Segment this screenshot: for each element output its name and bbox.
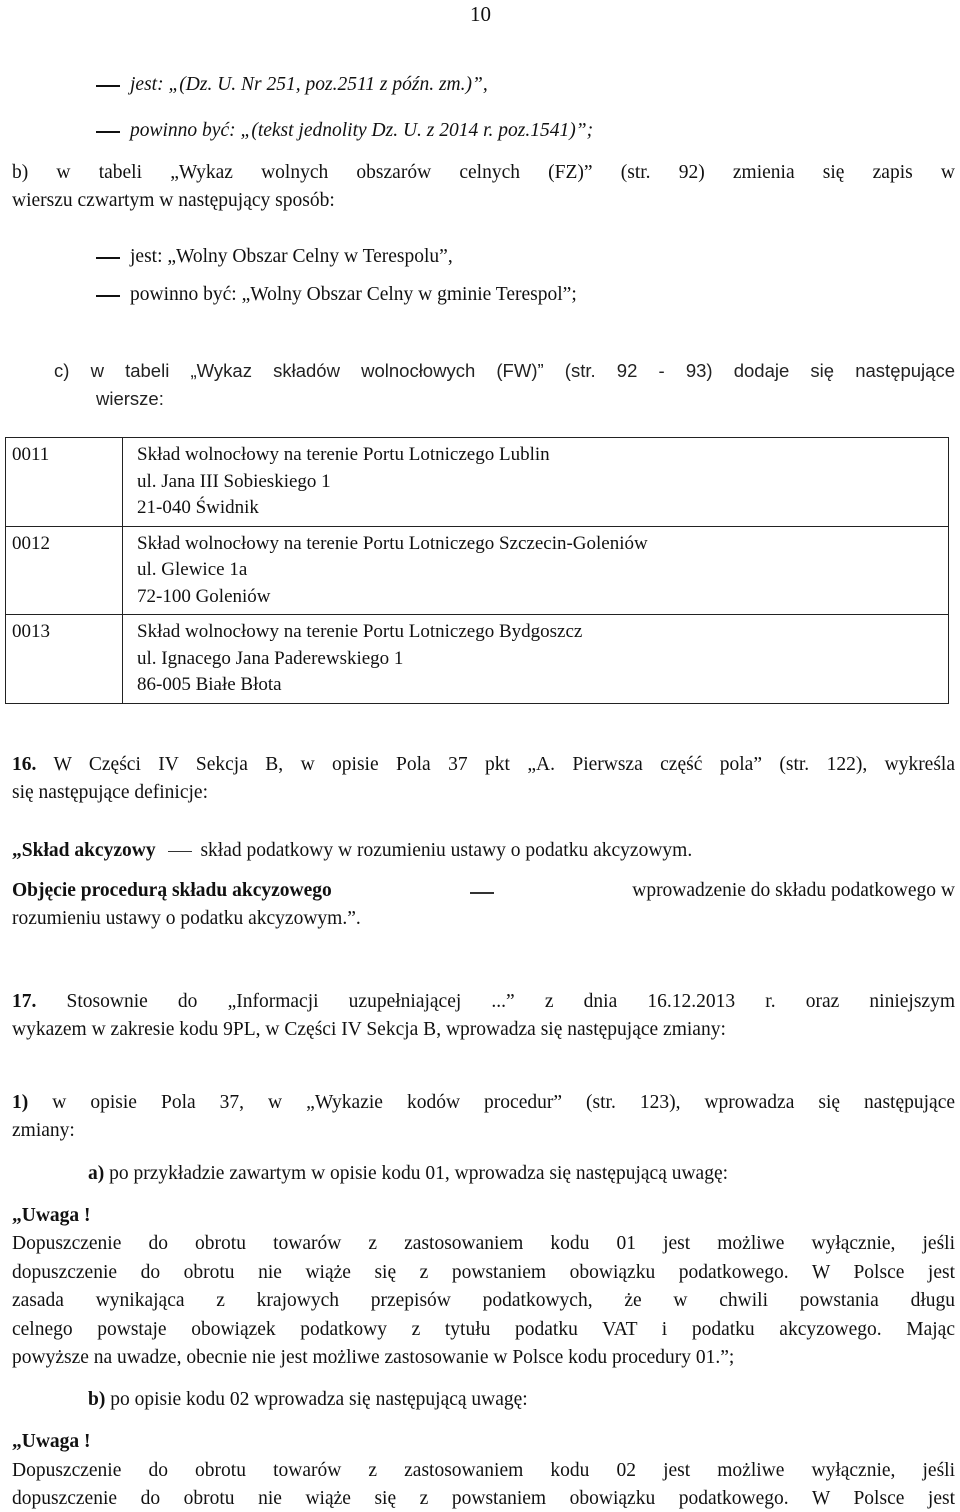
definition-1-term: „Skład akcyzowy bbox=[12, 840, 156, 861]
note1-last-line: powyższe na uwadze, obecnie nie jest możliwe zastosowanie w Polsce kodu procedury 01.”; bbox=[12, 1347, 735, 1368]
table-line: ul. Glewice 1a bbox=[137, 559, 248, 580]
section17-line2: wykazem w zakresie kodu 9PL, w Części IV Sekcja B, wprowadza się następujące zmiany: bbox=[12, 1019, 726, 1040]
note1-line: zasada wynikająca z krajowych przepisów podatkowych, że w chwili powstania długu bbox=[12, 1290, 955, 1311]
note2-line: Dopuszczenie do obrotu towarów z zastosowaniem kodu 02 jest możliwe wyłącznie, jeśli bbox=[12, 1460, 955, 1481]
section16-line1-text: W Części IV Sekcja B, w opisie Pola 37 pkt „A. Pierwsza część pola” (str. 122), wykreśla bbox=[53, 754, 955, 775]
table-cell-desc bbox=[123, 615, 949, 704]
item-a-jest bbox=[96, 74, 488, 96]
table-cell-desc bbox=[123, 438, 949, 527]
section16-line1 bbox=[12, 754, 955, 776]
table-line: Skład wolnocłowy na terenie Portu Lotniczego Szczecin-Goleniów bbox=[137, 532, 648, 554]
note1-line: dopuszczenie do obrotu nie wiąże się z powstaniem obowiązku podatkowego. W Polsce jest bbox=[12, 1262, 955, 1283]
note2-line: dopuszczenie do obrotu nie wiąże się z powstaniem obowiązku podatkowego. W Polsce jest bbox=[12, 1488, 955, 1509]
item-b-line1: b) w tabeli „Wykaz wolnych obszarów celnych (FZ)” (str. 92) zmienia się zapis w bbox=[12, 162, 955, 183]
table-line: 86-005 Białe Błota bbox=[137, 674, 282, 695]
item-c-line1: c) w tabeli „Wykaz składów wolnocłowych (FW)” (str. 92 - 93) dodaje się następujące bbox=[54, 360, 955, 381]
definition-2-text: wprowadzenie do składu podatkowego w bbox=[632, 880, 955, 901]
dash-marker bbox=[96, 257, 120, 259]
section17-line1-text: Stosownie do „Informacji uzupełniającej ...” z dnia 16.12.2013 r. oraz niniejszym bbox=[66, 991, 956, 1012]
subpoint-b bbox=[88, 1389, 528, 1411]
note1-line: Dopuszczenie do obrotu towarów z zastosowaniem kodu 01 jest możliwe wyłącznie, jeśli bbox=[12, 1233, 955, 1254]
item-c-line2: wiersze: bbox=[96, 388, 164, 409]
table-line: Skład wolnocłowy na terenie Portu Lotniczego Lublin bbox=[137, 444, 550, 465]
table-line: 21-040 Świdnik bbox=[137, 497, 259, 518]
point1-line1-text: w opisie Pola 37, w „Wykazie kodów procedur” (str. 123), wprowadza się następujące bbox=[52, 1092, 956, 1113]
table-line: Skład wolnocłowy na terenie Portu Lotniczego Bydgoszcz bbox=[137, 621, 583, 642]
item-b-line2: wierszu czwartym w następujący sposób: bbox=[12, 190, 335, 211]
free-zone-table bbox=[5, 437, 949, 704]
table-cell-desc bbox=[123, 526, 949, 615]
dash-marker bbox=[96, 131, 120, 133]
point1-line2: zmiany: bbox=[12, 1120, 75, 1141]
section17-line1 bbox=[12, 991, 955, 1013]
subpoint-a-label: a) bbox=[88, 1163, 105, 1184]
item-a-powinno bbox=[96, 120, 593, 142]
item-b-powinno-text: powinno być: „Wolny Obszar Celny w gminie Terespol”; bbox=[130, 284, 577, 305]
point1-line1 bbox=[12, 1092, 955, 1114]
table-cell-code: 0012 bbox=[6, 526, 123, 615]
table-line: ul. Ignacego Jana Paderewskiego 1 bbox=[137, 647, 404, 669]
table-row bbox=[6, 438, 949, 527]
dash-marker bbox=[96, 295, 120, 297]
table-cell-code: 0013 bbox=[6, 615, 123, 704]
dash-marker bbox=[168, 851, 192, 853]
table-line: ul. Jana III Sobieskiego 1 bbox=[137, 470, 331, 492]
dash-marker bbox=[470, 892, 494, 894]
definition-2 bbox=[12, 880, 955, 902]
definition-2-term: Objęcie procedurą składu akcyzowego bbox=[12, 880, 332, 901]
definition-1 bbox=[12, 840, 692, 862]
subpoint-a bbox=[88, 1163, 728, 1185]
item-a-powinno-text: powinno być: „(tekst jednolity Dz. U. z 2014 r. poz.1541)”; bbox=[130, 120, 594, 141]
item-b-jest bbox=[96, 246, 453, 268]
note1-line: celnego powstaje obowiązek podatkowy z tytułu podatku VAT i podatku akcyzowego. Mając bbox=[12, 1319, 955, 1340]
dash-marker bbox=[96, 85, 120, 87]
section16-number: 16. bbox=[12, 754, 37, 775]
uwaga-heading-1: „Uwaga ! bbox=[12, 1205, 91, 1226]
page-number: 10 bbox=[470, 2, 491, 26]
point1-number: 1) bbox=[12, 1092, 29, 1113]
subpoint-b-label: b) bbox=[88, 1389, 106, 1410]
section16-line2: się następujące definicje: bbox=[12, 782, 208, 803]
section17-number: 17. bbox=[12, 991, 37, 1012]
table-line: 72-100 Goleniów bbox=[137, 585, 271, 607]
item-b-powinno bbox=[96, 284, 577, 306]
item-b-jest-text: jest: „Wolny Obszar Celny w Terespolu”, bbox=[130, 246, 453, 267]
uwaga-heading-2: „Uwaga ! bbox=[12, 1431, 91, 1452]
subpoint-a-text: po przykładzie zawartym w opisie kodu 01, wprowadza się następującą uwagę: bbox=[109, 1163, 729, 1184]
item-a-jest-text: jest: „(Dz. U. Nr 251, poz.2511 z późn. zm.)”, bbox=[130, 74, 488, 95]
definition-2-line2: rozumieniu ustawy o podatku akcyzowym.”. bbox=[12, 908, 361, 929]
subpoint-b-text: po opisie kodu 02 wprowadza się następującą uwagę: bbox=[110, 1389, 528, 1410]
table-row bbox=[6, 526, 949, 615]
definition-1-text: skład podatkowy w rozumieniu ustawy o podatku akcyzowym. bbox=[200, 840, 693, 861]
table-row bbox=[6, 615, 949, 704]
table-cell-code: 0011 bbox=[6, 438, 123, 527]
